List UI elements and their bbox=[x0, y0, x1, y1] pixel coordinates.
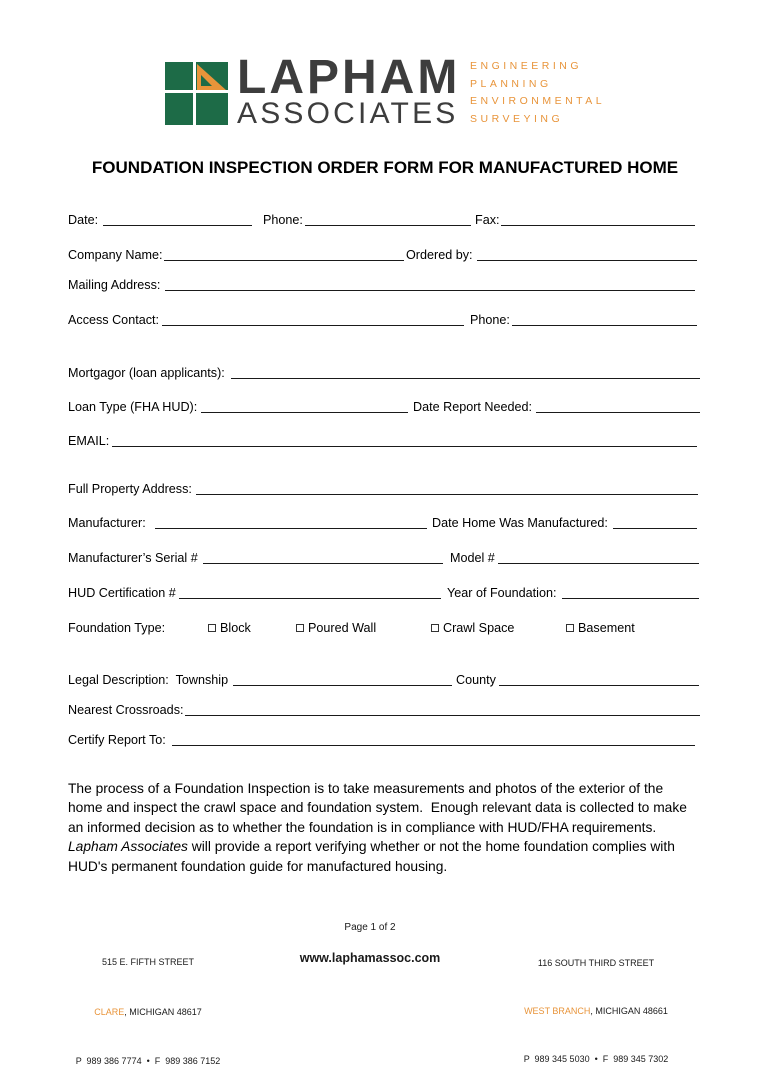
service-environmental: ENVIRONMENTAL bbox=[470, 95, 606, 107]
certify-report-to-label: Certify Report To: bbox=[68, 733, 166, 747]
page-number: Page 1 of 2 bbox=[344, 922, 396, 933]
model-number-label: Model # bbox=[450, 551, 495, 565]
date-report-needed-label: Date Report Needed: bbox=[413, 400, 533, 414]
mailing-address-field[interactable] bbox=[165, 275, 695, 291]
crawl-space-option bbox=[431, 620, 514, 636]
mailing-address-label: Mailing Address: bbox=[68, 278, 161, 292]
inspection-description-paragraph bbox=[68, 779, 687, 876]
footer-city: WEST BRANCH bbox=[524, 1006, 591, 1016]
manufacturer-field[interactable] bbox=[155, 513, 427, 529]
loan-type-field[interactable] bbox=[201, 397, 408, 413]
hud-certification-field[interactable] bbox=[179, 583, 441, 599]
foundation-type-label: Foundation Type: bbox=[68, 621, 166, 635]
ordered-by-label: Ordered by: bbox=[406, 248, 473, 262]
poured-wall-option-label: Poured Wall bbox=[308, 621, 377, 635]
access-contact-phone-label: Phone: bbox=[470, 313, 510, 327]
access-contact-phone-field[interactable] bbox=[512, 310, 697, 326]
access-contact-field[interactable] bbox=[162, 310, 464, 326]
date-home-manufactured-label: Date Home Was Manufactured: bbox=[432, 516, 608, 530]
logo-wordmark-lapham: LAPHAM bbox=[237, 51, 461, 104]
phone-label: Phone: bbox=[263, 213, 303, 227]
township-field[interactable] bbox=[233, 670, 452, 686]
green-grid-with-drafting-triangle-icon bbox=[165, 62, 228, 125]
paragraph-line: home and inspect the crawl space and foundation system. Enough relevant data is collected to make bbox=[68, 800, 687, 816]
crawl-space-checkbox[interactable] bbox=[431, 624, 439, 632]
date-field[interactable] bbox=[103, 210, 252, 226]
company-name-field[interactable] bbox=[164, 245, 404, 261]
full-property-address-field[interactable] bbox=[196, 479, 698, 495]
service-planning: PLANNING bbox=[470, 77, 552, 90]
website-link: www.laphamassoc.com bbox=[299, 951, 441, 965]
access-contact-label: Access Contact: bbox=[68, 313, 159, 327]
mortgagor-label: Mortgagor (loan applicants): bbox=[68, 366, 225, 380]
footer-city: CLARE bbox=[94, 1006, 125, 1017]
year-of-foundation-field[interactable] bbox=[562, 583, 699, 599]
footer-phone-fax: P 989 386 7774 • F 989 386 7152 bbox=[75, 1056, 221, 1066]
full-property-address-label: Full Property Address: bbox=[68, 482, 192, 496]
mortgagor-field[interactable] bbox=[231, 363, 700, 379]
date-home-manufactured-field[interactable] bbox=[613, 513, 697, 529]
manufacturer-label: Manufacturer: bbox=[68, 516, 146, 530]
block-option-label: Block bbox=[220, 621, 251, 635]
basement-checkbox[interactable] bbox=[566, 624, 574, 632]
hud-certification-label: HUD Certification # bbox=[68, 586, 176, 600]
paragraph-line: The process of a Foundation Inspection is to take measurements and photos of the exterior of the bbox=[68, 781, 664, 796]
serial-number-field[interactable] bbox=[203, 548, 443, 564]
footer-city-line bbox=[506, 1003, 686, 1019]
model-number-field[interactable] bbox=[498, 548, 699, 564]
date-report-needed-field[interactable] bbox=[536, 397, 700, 413]
block-checkbox[interactable] bbox=[208, 624, 216, 632]
paragraph-line-rest: will provide a report verifying whether or not the home foundation complies with bbox=[187, 839, 675, 855]
basement-option-label: Basement bbox=[578, 621, 635, 635]
township-label: Legal Description: Township bbox=[68, 673, 229, 687]
serial-number-label: Manufacturer’s Serial # bbox=[68, 551, 198, 565]
footer-city-line bbox=[58, 1004, 238, 1021]
footer-street: 515 E. FIFTH STREET bbox=[101, 957, 195, 967]
logo-square-bottom-left bbox=[165, 93, 193, 125]
loan-type-label: Loan Type (FHA HUD): bbox=[68, 400, 198, 414]
certify-report-to-field[interactable] bbox=[172, 730, 695, 746]
paragraph-line bbox=[68, 837, 687, 856]
footer-clare-office bbox=[58, 921, 238, 1086]
fax-field[interactable] bbox=[501, 210, 695, 226]
phone-field[interactable] bbox=[305, 210, 471, 226]
poured-wall-option bbox=[296, 620, 376, 636]
year-of-foundation-label: Year of Foundation: bbox=[447, 586, 557, 600]
logo-square-bottom-right bbox=[196, 93, 228, 125]
email-label: EMAIL: bbox=[68, 434, 110, 448]
block-option bbox=[208, 620, 251, 636]
crawl-space-option-label: Crawl Space bbox=[443, 621, 515, 635]
footer-state-zip: , MICHIGAN 48617 bbox=[124, 1006, 202, 1017]
footer-west-branch-office bbox=[506, 923, 686, 1083]
footer-state-zip: , MICHIGAN 48661 bbox=[590, 1006, 668, 1016]
paragraph-line: an informed decision as to whether the foundation is in compliance with HUD/FHA requirements. bbox=[68, 819, 657, 835]
service-engineering: ENGINEERING bbox=[470, 60, 583, 72]
footer-phone-fax: P 989 345 5030 • F 989 345 7302 bbox=[523, 1054, 669, 1064]
logo-wordmark-associates: ASSOCIATES bbox=[237, 97, 459, 130]
county-field[interactable] bbox=[499, 670, 699, 686]
email-field[interactable] bbox=[112, 431, 697, 447]
company-name-italic: Lapham Associates bbox=[68, 839, 188, 855]
basement-option bbox=[566, 620, 635, 636]
poured-wall-checkbox[interactable] bbox=[296, 624, 304, 632]
date-label: Date: bbox=[68, 213, 99, 227]
nearest-crossroads-label: Nearest Crossroads: bbox=[68, 703, 184, 717]
company-name-label: Company Name: bbox=[68, 248, 163, 262]
logo-square-top-left bbox=[165, 62, 193, 90]
form-title: FOUNDATION INSPECTION ORDER FORM FOR MANUFACTURED HOME bbox=[91, 158, 679, 177]
paragraph-line: HUD's permanent foundation guide for manufactured housing. bbox=[68, 858, 448, 874]
fax-label: Fax: bbox=[475, 213, 500, 227]
service-surveying: SURVEYING bbox=[470, 113, 564, 125]
county-label: County bbox=[456, 673, 496, 687]
footer-street: 116 SOUTH THIRD STREET bbox=[537, 958, 655, 968]
nearest-crossroads-field[interactable] bbox=[185, 700, 700, 716]
ordered-by-field[interactable] bbox=[477, 245, 697, 261]
